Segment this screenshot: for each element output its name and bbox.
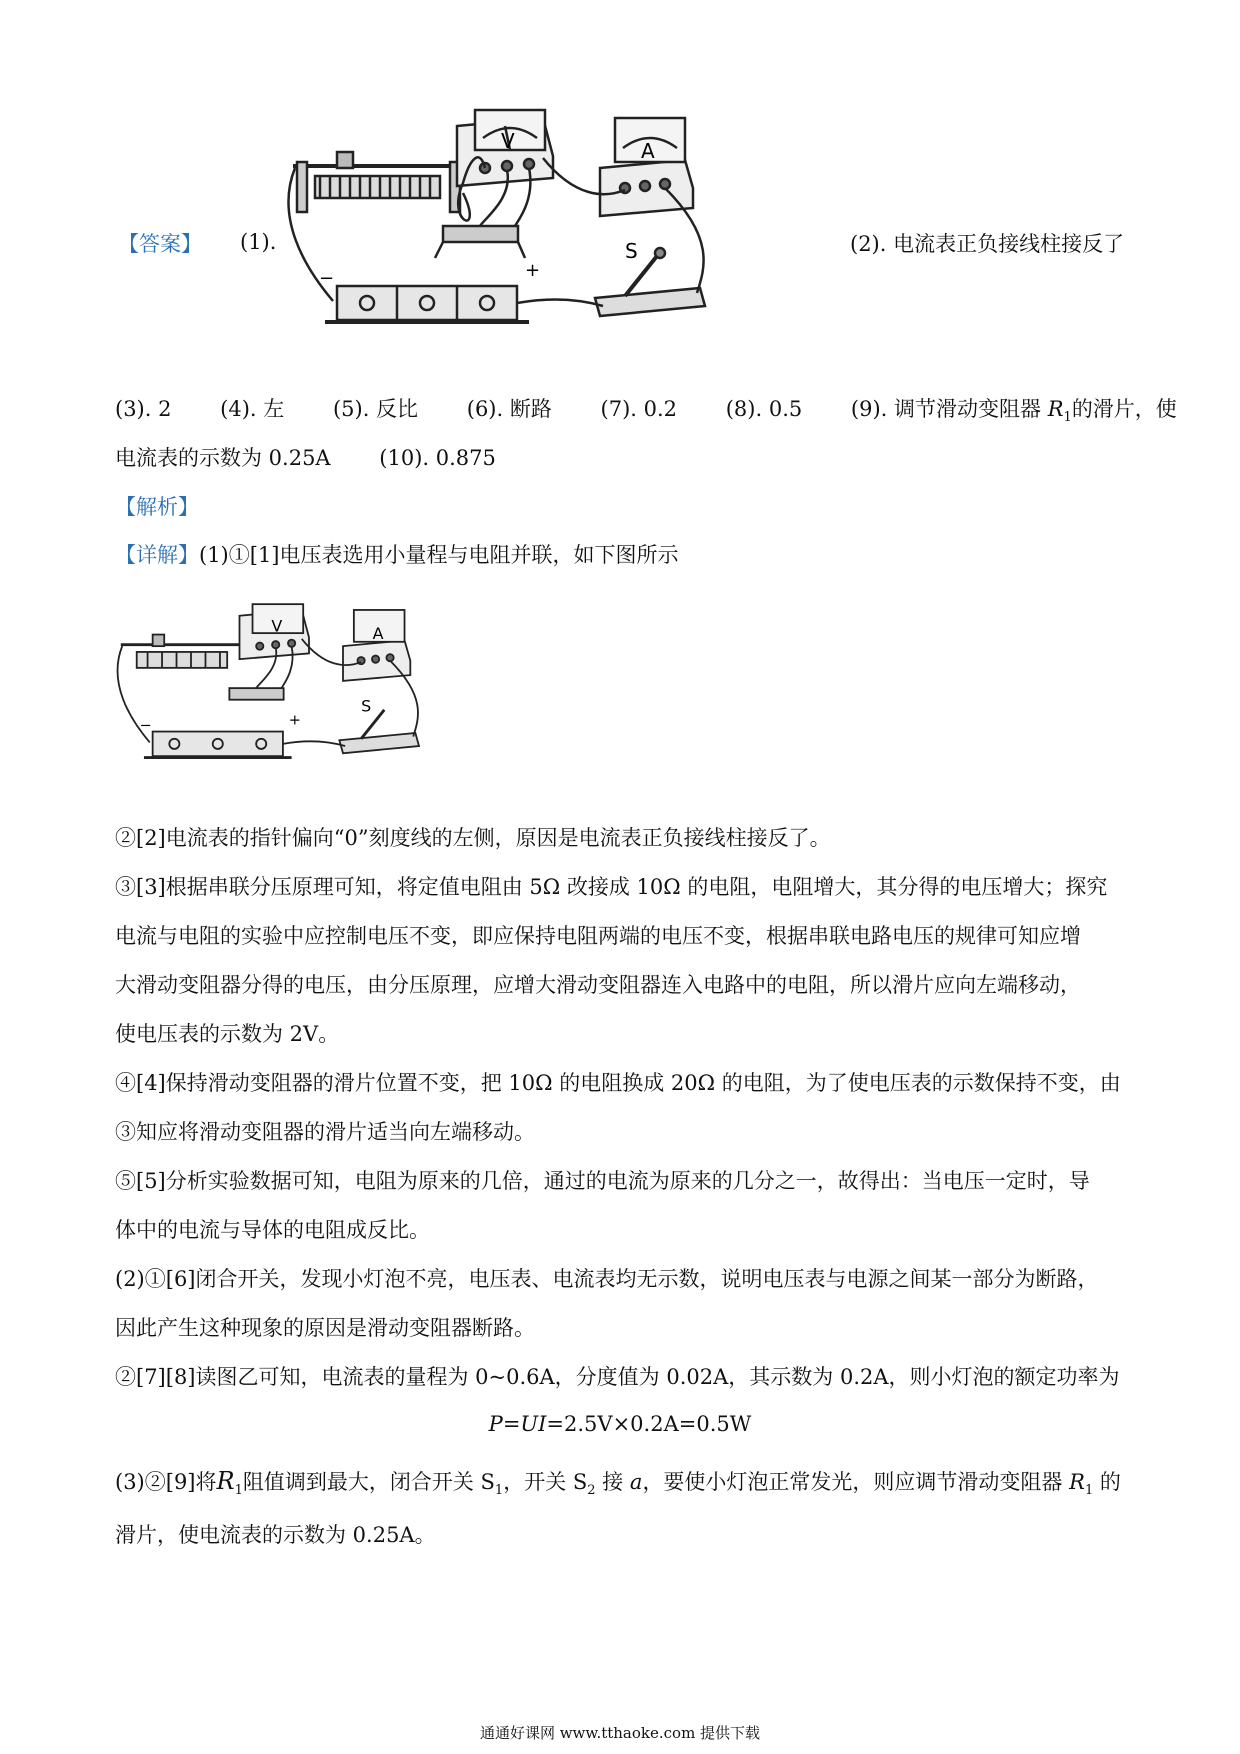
page-footer: 通通好课网 www.tthaoke.com 提供下载 — [479, 1724, 761, 1742]
detail-p5-l1: ⑤[5]分析实验数据可知，电阻为原来的几倍，通过的电流为原来的几分之一，故得出：当电压一定时，导 — [115, 1169, 1090, 1193]
ammeter-symbol: A — [641, 139, 655, 163]
answer-row-2 — [115, 394, 1177, 433]
answer-9-cont: 电流表的示数为 0.25A — [115, 446, 331, 470]
answer-item-2: (2). 电流表正负接线柱接反了 — [850, 232, 1125, 256]
answer-6: (6). 断路 — [466, 397, 552, 421]
answer-9: (9). 调节滑动变阻器 — [850, 397, 1042, 421]
battery-plus-small: + — [288, 712, 301, 729]
detail-p3-l2: 电流与电阻的实验中应控制电压不变，即应保持电阻两端的电压不变，根据串联电路电压的规律可知应增 — [115, 924, 1081, 948]
circuit-diagram-small — [115, 600, 495, 790]
formula-P: P — [488, 1412, 503, 1436]
p8-sub1: 1 — [234, 1483, 243, 1499]
answer-7: (7). 0.2 — [600, 397, 678, 421]
p8-sub4: 1 — [1084, 1483, 1094, 1499]
p8-a: a — [629, 1470, 643, 1494]
detail-intro-text: (1)①[1]电压表选用小量程与电阻并联，如下图所示 — [199, 543, 679, 567]
answer-4: (4). 左 — [220, 397, 285, 421]
p8-pre: (3)②[9]将 — [115, 1470, 217, 1494]
p8-tail: 的 — [1093, 1470, 1121, 1494]
voltmeter-symbol: V — [501, 129, 515, 153]
detail-intro — [115, 540, 679, 570]
circuit-diagram-large — [285, 108, 810, 363]
battery-minus: − — [319, 268, 335, 289]
detail-p7: ②[7][8]读图乙可知，电流表的量程为 0~0.6A，分度值为 0.02A，其示数为 0.2A，则小灯泡的额定功率为 — [115, 1365, 1120, 1389]
analysis-label: 【解析】 — [115, 495, 199, 519]
p8-mid2: ，开关 S — [503, 1470, 588, 1494]
formula-UI: UI — [520, 1412, 547, 1436]
p8-mid3: 接 — [595, 1470, 630, 1494]
voltmeter-symbol-small: V — [271, 616, 283, 636]
detail-p6-l1: (2)①[6]闭合开关，发现小灯泡不亮，电压表、电流表均无示数，说明电压表与电源之间某一部分为断路， — [115, 1267, 1099, 1291]
detail-p3-l4: 使电压表的示数为 2V。 — [115, 1022, 340, 1046]
detail-p3-l1: ③[3]根据串联分压原理可知，将定值电阻由 5Ω 改接成 10Ω 的电阻，电阻增大，其分得的电压增大；探究 — [115, 875, 1108, 899]
p8-mid4: ，要使小灯泡正常发光，则应调节滑动变阻器 — [642, 1470, 1070, 1494]
detail-p8 — [115, 1466, 1121, 1506]
answer-9-sub: 1 — [1063, 410, 1072, 426]
answer-3: (3). 2 — [115, 397, 172, 421]
battery-plus: + — [525, 260, 541, 281]
p8-R: R — [216, 1467, 235, 1495]
answer-5: (5). 反比 — [332, 397, 419, 421]
answer-8: (8). 0.5 — [725, 397, 803, 421]
p8-sub3: 2 — [587, 1483, 596, 1499]
battery-minus-small: − — [139, 718, 152, 735]
detail-p4-l1: ④[4]保持滑动变阻器的滑片位置不变，把 10Ω 的电阻换成 20Ω 的电阻，为了使电压表的示数保持不变，由 — [115, 1071, 1121, 1095]
detail-p2: ②[2]电流表的指针偏向“0”刻度线的左侧，原因是电流表正负接线柱接反了。 — [115, 826, 831, 850]
detail-p3-l3: 大滑动变阻器分得的电压，由分压原理，应增大滑动变阻器连入电路中的电阻，所以滑片应向左端移动， — [115, 973, 1081, 997]
detail-p4-l2: ③知应将滑动变阻器的滑片适当向左端移动。 — [115, 1120, 535, 1144]
formula-rest: =2.5V×0.2A=0.5W — [546, 1412, 752, 1436]
power-formula — [0, 1412, 1240, 1436]
detail-label: 【详解】 — [115, 543, 199, 567]
ammeter-symbol-small: A — [372, 623, 384, 643]
answer-row-3 — [115, 443, 496, 473]
formula-eq: = — [502, 1412, 521, 1436]
switch-symbol-small: S — [361, 696, 372, 716]
detail-p8b: 滑片，使电流表的示数为 0.25A。 — [115, 1523, 436, 1547]
answer-item-1: (1). — [240, 230, 277, 254]
answer-label: 【答案】 — [118, 232, 202, 256]
detail-p6-l2: 因此产生这种现象的原因是滑动变阻器断路。 — [115, 1316, 535, 1340]
detail-p5-l2: 体中的电流与导体的电阻成反比。 — [115, 1218, 430, 1242]
p8-mid1: 阻值调到最大，闭合开关 S — [242, 1470, 495, 1494]
switch-symbol: S — [625, 239, 638, 263]
answer-9-tail: 的滑片，使 — [1071, 397, 1177, 421]
answer-10: (10). 0.875 — [379, 446, 496, 470]
answer-9-R: R — [1047, 397, 1064, 421]
p8-sub2: 1 — [494, 1483, 504, 1499]
p8-R2: R — [1069, 1470, 1085, 1494]
